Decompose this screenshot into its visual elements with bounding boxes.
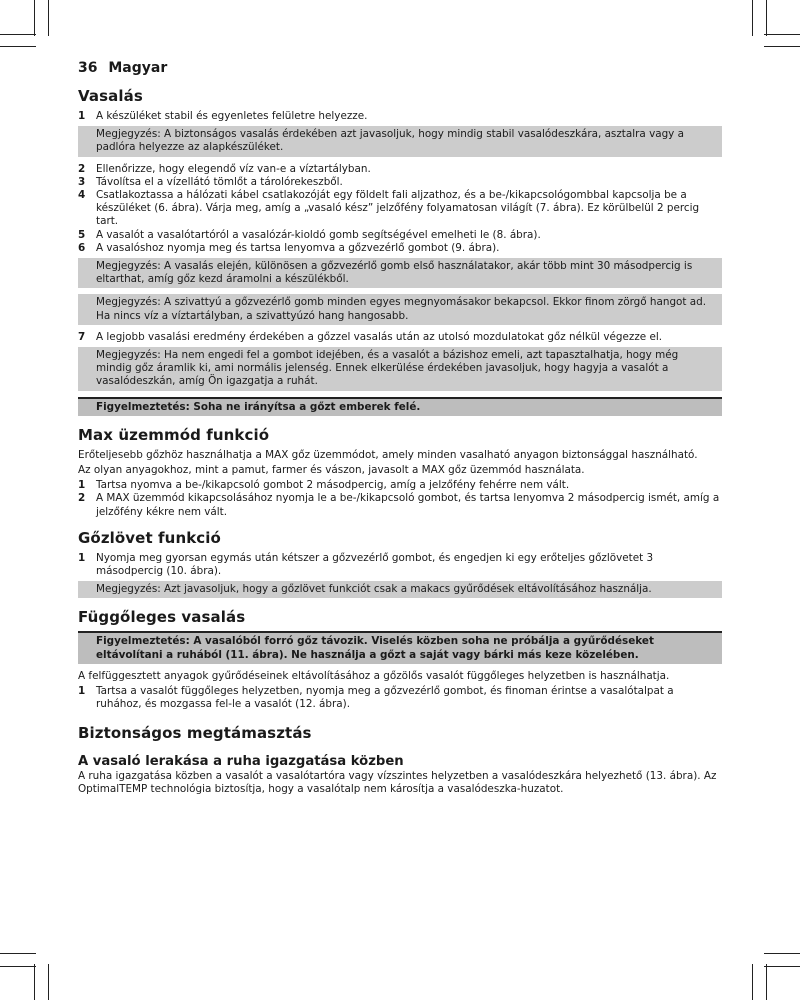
paragraph: Az olyan anyagokhoz, mint a pamut, farmer és vászon, javasolt a MAX gőz üzemmód használata.	[78, 464, 585, 477]
crop-mark	[766, 0, 767, 36]
crop-mark	[764, 953, 800, 954]
paragraph: A felfüggesztett anyagok gyűrődéseinek eltávolításához a gőzölős vasalót függőleges helyzetben is használhatja.	[78, 669, 670, 682]
paragraph: Erőteljesebb gőzhöz használhatja a MAX gőz üzemmódot, amely minden vasalható anyagon biztonsággal használható.	[78, 448, 698, 461]
list-item	[78, 189, 722, 229]
crop-mark	[764, 966, 800, 967]
list-item	[78, 492, 722, 518]
crop-mark	[764, 46, 800, 47]
crop-mark	[764, 34, 800, 35]
step-number: 4	[78, 189, 86, 202]
crop-mark	[0, 46, 36, 47]
list-item	[78, 242, 722, 255]
step-text: Tartsa nyomva a be-/kikapcsoló gombot 2 másodpercig, amíg a jelzőfény fehérre nem vált.	[96, 479, 570, 492]
crop-mark	[48, 964, 49, 1000]
step-text: A legjobb vasalási eredmény érdekében a gőzzel vasalás után az utolsó mozdulatokat gőz nélkül végezze el.	[96, 330, 663, 343]
paragraph: A ruha igazgatása közben a vasalót a vasalótartóra vagy vízszintes helyzetben a vasalódeszkára helyezhető (13. ábra). Az OptimalTEMP technológia biztosítja, hogy a vasalótalp nem károsítja a vasalódeszka-huzatot.	[78, 769, 717, 795]
warning-box: Figyelmeztetés: Soha ne irányítsa a gőzt emberek felé.	[78, 397, 722, 416]
step-text: Távolítsa el a vízellátó tömlőt a tárolórekeszből.	[96, 175, 343, 188]
page-header	[78, 60, 722, 76]
step-text: Csatlakoztassa a hálózati kábel csatlakozóját egy földelt fali aljzathoz, és a be-/kikapcsológombbal kapcsolja be a készüléket (6. ábra). Várja meg, amíg a „vasaló kész” jelzőfény folyamatosan világít (7. ábra). Ez körülbelül 2 percig tart.	[96, 189, 700, 228]
crop-mark	[0, 34, 36, 35]
step-number: 1	[78, 479, 86, 492]
section-safe-rest	[78, 770, 722, 796]
section-title-steam-boost: Gőzlövet funkció	[78, 528, 221, 547]
step-number: 3	[78, 175, 86, 188]
step-text: Tartsa a vasalót függőleges helyzetben, nyomja meg a gőzvezérlő gombot, és finoman érintse a vasalótalpat a ruhához, és mozgassa fel-le a vasalót (12. ábra).	[96, 685, 674, 711]
step-number: 7	[78, 330, 86, 343]
section-title-max-mode: Max üzemmód funkció	[78, 425, 270, 444]
crop-mark	[752, 0, 753, 36]
crop-mark	[766, 964, 767, 1000]
note-box: Megjegyzés: Ha nem engedi fel a gombot idejében, és a vasalót a bázishoz emeli, azt tapasztalhatja, hogy még mindig gőz áramlik ki, ami normális jelenség. Ennek elkerülése érdekében javasoljuk, hogy hagyja a vasalót a vasalódeszkán, amíg Ön igazgatja a ruhát.	[78, 347, 722, 391]
list-item	[78, 479, 722, 492]
step-text: Ellenőrizze, hogy elegendő víz van-e a víztartályban.	[96, 162, 371, 175]
section-title-ironing: Vasalás	[78, 87, 143, 105]
step-number: 1	[78, 110, 86, 122]
section-title-vertical-ironing: Függőleges vasalás	[78, 608, 246, 627]
step-text: A MAX üzemmód kikapcsolásához nyomja le a be-/kikapcsoló gombot, és tartsa lenyomva 2 másodpercig ismét, amíg a jelzőfény kékre nem vált.	[96, 492, 720, 518]
section-title-safe-rest: Biztonságos megtámasztás	[78, 723, 312, 742]
section-ironing	[78, 110, 722, 416]
crop-mark	[34, 964, 35, 1000]
crop-mark	[752, 964, 753, 1000]
step-text: A készüléket stabil és egyenletes felületre helyezze.	[96, 110, 368, 122]
list-item	[78, 163, 722, 176]
note-box: Megjegyzés: A biztonságos vasalás érdekében azt javasoljuk, hogy mindig stabil vasalódeszkára, asztalra vagy a padlóra helyezze az alapkészüléket.	[78, 126, 722, 156]
step-number: 1	[78, 685, 86, 698]
warning-box: Figyelmeztetés: A vasalóból forró gőz távozik. Viselés közben soha ne próbálja a gyűrődéseket eltávolítani a ruhából (11. ábra). Ne használja a gőzt a saját vagy bárki más keze közelében.	[78, 631, 722, 663]
note-box: Megjegyzés: Azt javasoljuk, hogy a gőzlövet funkciót csak a makacs gyűrődések eltávolításához használja.	[78, 581, 722, 598]
crop-mark	[48, 0, 49, 36]
crop-mark	[34, 0, 35, 36]
crop-mark	[0, 966, 36, 967]
note-box: Megjegyzés: A szivattyú a gőzvezérlő gomb minden egyes megnyomásakor bekapcsol. Ekkor finom zörgő hangot ad. Ha nincs víz a víztartályban, a szivattyúzó hang hangosabb.	[78, 294, 722, 324]
page-content	[78, 60, 722, 798]
list-item	[78, 110, 722, 123]
page-language: Magyar	[108, 60, 168, 76]
list-item	[78, 552, 722, 578]
note-box: Megjegyzés: A vasalás elején, különösen a gőzvezérlő gomb első használatakor, akár több mint 30 másodpercig is eltarthat, amíg gőz kezd áramolni a készülékből.	[78, 258, 722, 288]
step-number: 1	[78, 551, 86, 564]
step-text: A vasalót a vasalótartóról a vasalózár-kioldó gomb segítségével emelheti le (8. ábra).	[96, 228, 541, 241]
page-number: 36	[78, 60, 98, 76]
step-number: 5	[78, 228, 86, 241]
section-max-mode	[78, 449, 722, 519]
list-item	[78, 685, 722, 711]
section-steam-boost	[78, 552, 722, 599]
step-number: 2	[78, 162, 86, 175]
step-text: Nyomja meg gyorsan egymás után kétszer a gőzvezérlő gombot, és engedjen ki egy erőteljes gőzlövetet 3 másodpercig (10. ábra).	[96, 551, 654, 578]
list-item	[78, 176, 722, 189]
step-number: 2	[78, 492, 86, 505]
list-item	[78, 229, 722, 242]
subsection-title: A vasaló lerakása a ruha igazgatása közben	[78, 753, 404, 769]
list-item	[78, 331, 722, 344]
step-text: A vasalóshoz nyomja meg és tartsa lenyomva a gőzvezérlő gombot (9. ábra).	[96, 241, 500, 254]
crop-mark	[0, 953, 36, 954]
step-number: 6	[78, 241, 86, 254]
section-vertical-ironing	[78, 631, 722, 711]
